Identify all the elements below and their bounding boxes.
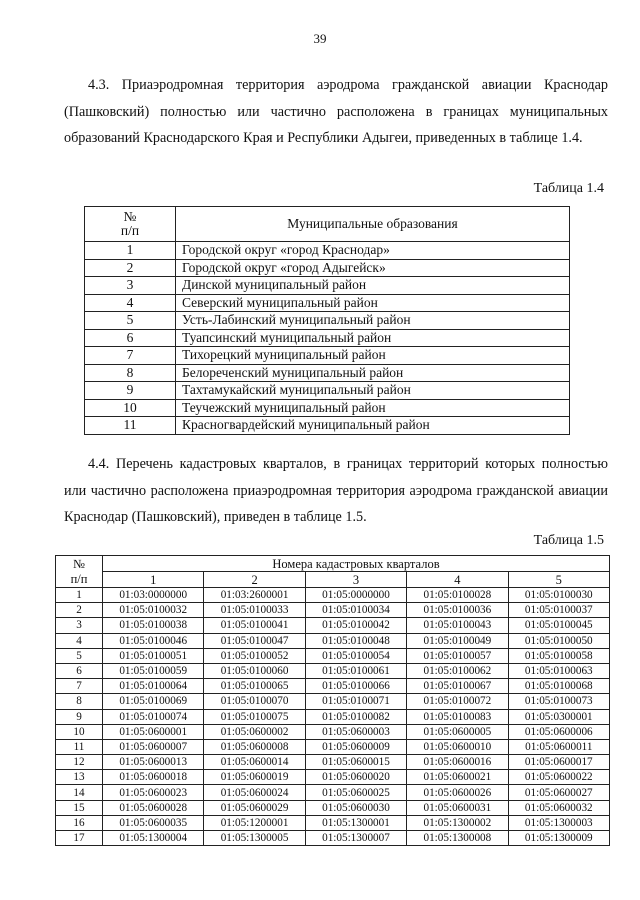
column-header-municipalities: Муниципальные образования bbox=[176, 207, 570, 242]
table-row bbox=[56, 724, 610, 739]
cadastral-number-cell: 01:05:0100032 bbox=[103, 603, 204, 618]
cadastral-number-cell: 01:05:0600024 bbox=[204, 785, 305, 800]
table-1-4-caption: Таблица 1.4 bbox=[533, 181, 604, 196]
row-number: 1 bbox=[56, 588, 103, 603]
cadastral-number-cell: 01:05:0100048 bbox=[305, 633, 406, 648]
cadastral-number-cell: 01:05:0100052 bbox=[204, 648, 305, 663]
column-header-3: 3 bbox=[305, 572, 406, 588]
cadastral-number-cell: 01:05:1200001 bbox=[204, 815, 305, 830]
column-header-number: № п/п bbox=[85, 207, 176, 242]
row-number: 5 bbox=[85, 312, 176, 330]
row-number: 16 bbox=[56, 815, 103, 830]
cadastral-number-cell: 01:05:0100062 bbox=[407, 663, 508, 678]
municipality-name: Красногвардейский муниципальный район bbox=[176, 417, 570, 435]
municipality-name: Туапсинский муниципальный район bbox=[176, 329, 570, 347]
table-header-row bbox=[56, 556, 610, 572]
table-row bbox=[56, 831, 610, 846]
row-number: 9 bbox=[56, 709, 103, 724]
cadastral-number-cell: 01:05:1300008 bbox=[407, 831, 508, 846]
cadastral-number-cell: 01:05:0100073 bbox=[508, 694, 609, 709]
cadastral-number-cell: 01:05:0600023 bbox=[103, 785, 204, 800]
municipalities-table bbox=[84, 206, 570, 435]
cadastral-number-cell: 01:05:0100028 bbox=[407, 588, 508, 603]
cadastral-number-cell: 01:03:2600001 bbox=[204, 588, 305, 603]
cadastral-number-cell: 01:05:0600010 bbox=[407, 739, 508, 754]
table-row bbox=[56, 739, 610, 754]
cadastral-number-cell: 01:05:0600030 bbox=[305, 800, 406, 815]
row-number: 13 bbox=[56, 770, 103, 785]
table-row bbox=[56, 588, 610, 603]
table-row bbox=[56, 815, 610, 830]
cadastral-number-cell: 01:05:0100047 bbox=[204, 633, 305, 648]
cadastral-number-cell: 01:05:1300009 bbox=[508, 831, 609, 846]
cadastral-number-cell: 01:05:0100064 bbox=[103, 679, 204, 694]
municipality-name: Городской округ «город Краснодар» bbox=[176, 242, 570, 260]
cadastral-number-cell: 01:05:1300001 bbox=[305, 815, 406, 830]
table-row bbox=[85, 329, 570, 347]
cadastral-number-cell: 01:05:0100060 bbox=[204, 663, 305, 678]
page-number: 39 bbox=[313, 31, 327, 46]
cadastral-number-cell: 01:05:0600002 bbox=[204, 724, 305, 739]
row-number: 3 bbox=[56, 618, 103, 633]
table-row bbox=[85, 347, 570, 365]
row-number: 17 bbox=[56, 831, 103, 846]
cadastral-number-cell: 01:05:0600006 bbox=[508, 724, 609, 739]
cadastral-number-cell: 01:05:0100074 bbox=[103, 709, 204, 724]
cadastral-number-cell: 01:05:0600015 bbox=[305, 755, 406, 770]
cadastral-number-cell: 01:05:0600029 bbox=[204, 800, 305, 815]
municipality-name: Теучежский муниципальный район bbox=[176, 399, 570, 417]
table-row bbox=[56, 648, 610, 663]
table-subheader-row bbox=[56, 572, 610, 588]
cadastral-number-cell: 01:05:0100083 bbox=[407, 709, 508, 724]
row-number: 2 bbox=[85, 259, 176, 277]
cadastral-number-cell: 01:05:0100075 bbox=[204, 709, 305, 724]
cadastral-number-cell: 01:05:0100066 bbox=[305, 679, 406, 694]
cadastral-number-cell: 01:05:0100050 bbox=[508, 633, 609, 648]
municipality-name: Северский муниципальный район bbox=[176, 294, 570, 312]
table-row bbox=[56, 618, 610, 633]
table-row bbox=[85, 399, 570, 417]
municipality-name: Городской округ «город Адыгейск» bbox=[176, 259, 570, 277]
row-number: 12 bbox=[56, 755, 103, 770]
cadastral-number-cell: 01:05:0100058 bbox=[508, 648, 609, 663]
cadastral-number-cell: 01:05:0100041 bbox=[204, 618, 305, 633]
cadastral-number-cell: 01:03:0000000 bbox=[103, 588, 204, 603]
cadastral-number-cell: 01:05:0100046 bbox=[103, 633, 204, 648]
table-row bbox=[56, 679, 610, 694]
cadastral-number-cell: 01:05:0100068 bbox=[508, 679, 609, 694]
table-row bbox=[85, 294, 570, 312]
row-number: 6 bbox=[56, 663, 103, 678]
column-header-5: 5 bbox=[508, 572, 609, 588]
cadastral-number-cell: 01:05:0600003 bbox=[305, 724, 406, 739]
row-number: 6 bbox=[85, 329, 176, 347]
table-row bbox=[85, 417, 570, 435]
cadastral-number-cell: 01:05:0100042 bbox=[305, 618, 406, 633]
row-number: 11 bbox=[56, 739, 103, 754]
table-row bbox=[85, 312, 570, 330]
table-row bbox=[85, 364, 570, 382]
cadastral-number-cell: 01:05:0600001 bbox=[103, 724, 204, 739]
cadastral-number-cell: 01:05:0600013 bbox=[103, 755, 204, 770]
table-row bbox=[56, 785, 610, 800]
municipality-name: Динской муниципальный район bbox=[176, 277, 570, 295]
cadastral-number-cell: 01:05:0100059 bbox=[103, 663, 204, 678]
cadastral-number-cell: 01:05:0600027 bbox=[508, 785, 609, 800]
municipality-name: Белореченский муниципальный район bbox=[176, 364, 570, 382]
table-row bbox=[85, 242, 570, 260]
cadastral-number-cell: 01:05:0100037 bbox=[508, 603, 609, 618]
cadastral-number-cell: 01:05:0100030 bbox=[508, 588, 609, 603]
cadastral-number-cell: 01:05:0600028 bbox=[103, 800, 204, 815]
cadastral-number-cell: 01:05:0100072 bbox=[407, 694, 508, 709]
cadastral-number-cell: 01:05:0100067 bbox=[407, 679, 508, 694]
table-row bbox=[56, 709, 610, 724]
table-row bbox=[56, 755, 610, 770]
cadastral-number-cell: 01:05:0600031 bbox=[407, 800, 508, 815]
cadastral-number-cell: 01:05:0100063 bbox=[508, 663, 609, 678]
cadastral-number-cell: 01:05:0100045 bbox=[508, 618, 609, 633]
cadastral-number-cell: 01:05:0600025 bbox=[305, 785, 406, 800]
cadastral-number-cell: 01:05:0100082 bbox=[305, 709, 406, 724]
cadastral-number-cell: 01:05:0600032 bbox=[508, 800, 609, 815]
section-4-3-text: 4.3. Приаэродромная территория аэродрома гражданской авиации Краснодар (Пашковский) полностью или частично расположена в границах муниципальных образований Краснодарского Края и Республики Адыгеи, приведенных в таблице 1.4. bbox=[64, 77, 608, 146]
cadastral-number-cell: 01:05:0100054 bbox=[305, 648, 406, 663]
cadastral-number-cell: 01:05:0600005 bbox=[407, 724, 508, 739]
table-row bbox=[56, 603, 610, 618]
table-row bbox=[85, 277, 570, 295]
cadastral-number-cell: 01:05:1300005 bbox=[204, 831, 305, 846]
municipality-name: Тихорецкий муниципальный район bbox=[176, 347, 570, 365]
row-number: 4 bbox=[56, 633, 103, 648]
cadastral-number-cell: 01:05:0100036 bbox=[407, 603, 508, 618]
cadastral-number-cell: 01:05:0100049 bbox=[407, 633, 508, 648]
cadastral-number-cell: 01:05:0100043 bbox=[407, 618, 508, 633]
cadastral-number-cell: 01:05:0600021 bbox=[407, 770, 508, 785]
row-number: 1 bbox=[85, 242, 176, 260]
cadastral-number-cell: 01:05:0600026 bbox=[407, 785, 508, 800]
cadastral-number-cell: 01:05:0100061 bbox=[305, 663, 406, 678]
row-number: 9 bbox=[85, 382, 176, 400]
cadastral-number-cell: 01:05:0600008 bbox=[204, 739, 305, 754]
cadastral-number-cell: 01:05:0600007 bbox=[103, 739, 204, 754]
row-number: 7 bbox=[85, 347, 176, 365]
row-number: 2 bbox=[56, 603, 103, 618]
cadastral-number-cell: 01:05:0600019 bbox=[204, 770, 305, 785]
cadastral-number-cell: 01:05:0100071 bbox=[305, 694, 406, 709]
table-row bbox=[85, 259, 570, 277]
row-number: 10 bbox=[56, 724, 103, 739]
cadastral-number-cell: 01:05:0600018 bbox=[103, 770, 204, 785]
row-number: 5 bbox=[56, 648, 103, 663]
table-row bbox=[56, 800, 610, 815]
row-number: 14 bbox=[56, 785, 103, 800]
table-row bbox=[85, 382, 570, 400]
cadastral-number-cell: 01:05:0600011 bbox=[508, 739, 609, 754]
column-group-header: Номера кадастровых кварталов bbox=[103, 556, 610, 572]
cadastral-number-cell: 01:05:0600020 bbox=[305, 770, 406, 785]
table-row bbox=[56, 633, 610, 648]
row-number: 11 bbox=[85, 417, 176, 435]
municipality-name: Усть-Лабинский муниципальный район bbox=[176, 312, 570, 330]
column-header-2: 2 bbox=[204, 572, 305, 588]
cadastral-number-cell: 01:05:0300001 bbox=[508, 709, 609, 724]
cadastral-number-cell: 01:05:0600017 bbox=[508, 755, 609, 770]
column-header-number: № п/п bbox=[56, 556, 103, 588]
table-header-row bbox=[85, 207, 570, 242]
cadastral-number-cell: 01:05:0600022 bbox=[508, 770, 609, 785]
table-1-5-caption: Таблица 1.5 bbox=[533, 533, 604, 548]
cadastral-number-cell: 01:05:1300007 bbox=[305, 831, 406, 846]
cadastral-number-cell: 01:05:0100057 bbox=[407, 648, 508, 663]
cadastral-number-cell: 01:05:0100034 bbox=[305, 603, 406, 618]
cadastral-number-cell: 01:05:1300002 bbox=[407, 815, 508, 830]
cadastral-number-cell: 01:05:0100051 bbox=[103, 648, 204, 663]
row-number: 7 bbox=[56, 679, 103, 694]
column-header-1: 1 bbox=[103, 572, 204, 588]
cadastral-number-cell: 01:05:0600009 bbox=[305, 739, 406, 754]
row-number: 15 bbox=[56, 800, 103, 815]
cadastral-number-cell: 01:05:1300003 bbox=[508, 815, 609, 830]
cadastral-number-cell: 01:05:1300004 bbox=[103, 831, 204, 846]
table-row bbox=[56, 694, 610, 709]
cadastral-number-cell: 01:05:0100038 bbox=[103, 618, 204, 633]
row-number: 8 bbox=[85, 364, 176, 382]
table-row bbox=[56, 770, 610, 785]
cadastral-number-cell: 01:05:0600035 bbox=[103, 815, 204, 830]
cadastral-number-cell: 01:05:0100069 bbox=[103, 694, 204, 709]
row-number: 4 bbox=[85, 294, 176, 312]
row-number: 10 bbox=[85, 399, 176, 417]
row-number: 3 bbox=[85, 277, 176, 295]
municipality-name: Тахтамукайский муниципальный район bbox=[176, 382, 570, 400]
section-4-4-text: 4.4. Перечень кадастровых кварталов, в границах территорий которых полностью или частично расположена приаэродромная территория аэродрома гражданской авиации Краснодар (Пашковский), приведен в таблице 1.5. bbox=[64, 456, 608, 525]
cadastral-number-cell: 01:05:0100070 bbox=[204, 694, 305, 709]
cadastral-number-cell: 01:05:0600014 bbox=[204, 755, 305, 770]
cadastral-number-cell: 01:05:0600016 bbox=[407, 755, 508, 770]
column-header-4: 4 bbox=[407, 572, 508, 588]
cadastral-number-cell: 01:05:0100033 bbox=[204, 603, 305, 618]
table-row bbox=[56, 663, 610, 678]
cadastral-quarters-table bbox=[55, 555, 610, 846]
row-number: 8 bbox=[56, 694, 103, 709]
cadastral-number-cell: 01:05:0100065 bbox=[204, 679, 305, 694]
cadastral-number-cell: 01:05:0000000 bbox=[305, 588, 406, 603]
